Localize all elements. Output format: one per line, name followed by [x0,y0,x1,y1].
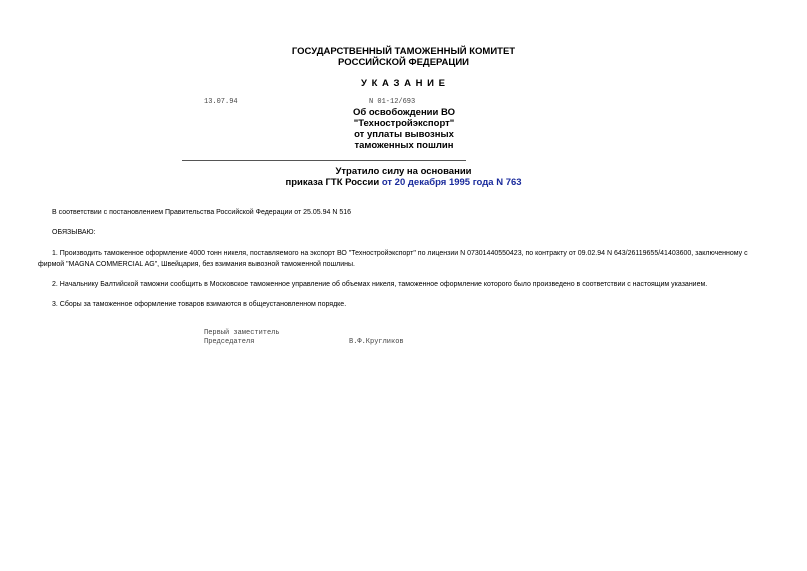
status-line1: Утратило силу на основании [335,166,472,177]
status-prefix: приказа ГТК России [285,177,382,188]
title-line: таможенных пошлин [354,140,454,151]
org-name-line1: ГОСУДАРСТВЕННЫЙ ТАМОЖЕННЫЙ КОМИТЕТ [291,46,516,57]
repeal-order-link[interactable]: от 20 декабря 1995 года N 763 [381,177,522,188]
basis-paragraph: В соответствии с постановлением Правительства Российской Федерации от 25.05.94 N 516 [52,209,351,216]
item-1-paragraph: 1. Производить таможенное оформление 4000 тонн никеля, поставляемого на экспорт ВО "Техностройэкспорт" по лицензии N 07301440550423, по контракту от 09.02.94 N 643/26119655/41403600, заключенному с фирмой "MAGNA COMMERCIAL AG", Швейцария, без взимания вывозной таможенной пошлины. [38,250,748,268]
status-line2 [0,177,807,188]
signatory-position-line1: Первый заместитель [204,329,280,337]
separator-line [182,160,466,161]
document-number: N 01-12/693 [369,98,416,106]
document-title [304,107,504,151]
document-type: У К А З А Н И Е [361,78,446,89]
title-line: "Техностройэкспорт" [353,118,455,129]
title-line: от уплаты вывозных [354,129,454,140]
item-2-paragraph: 2. Начальнику Балтийской таможни сообщить в Московское таможенное управление об объемах никеля, таможенное оформление которого было произведено в соответствии с настоящим указанием. [52,281,708,288]
signatory-name: В.Ф.Кругликов [349,338,404,346]
org-name-line2: РОССИЙСКОЙ ФЕДЕРАЦИИ [337,57,469,68]
obligate-paragraph: ОБЯЗЫВАЮ: [52,229,96,236]
title-line: Об освобождении ВО [352,107,456,118]
signatory-position-line2: Председателя [204,338,255,346]
document-date: 13.07.94 [204,98,238,106]
item-3-paragraph: 3. Сборы за таможенное оформление товаров взимаются в общеустановленном порядке. [52,301,347,308]
